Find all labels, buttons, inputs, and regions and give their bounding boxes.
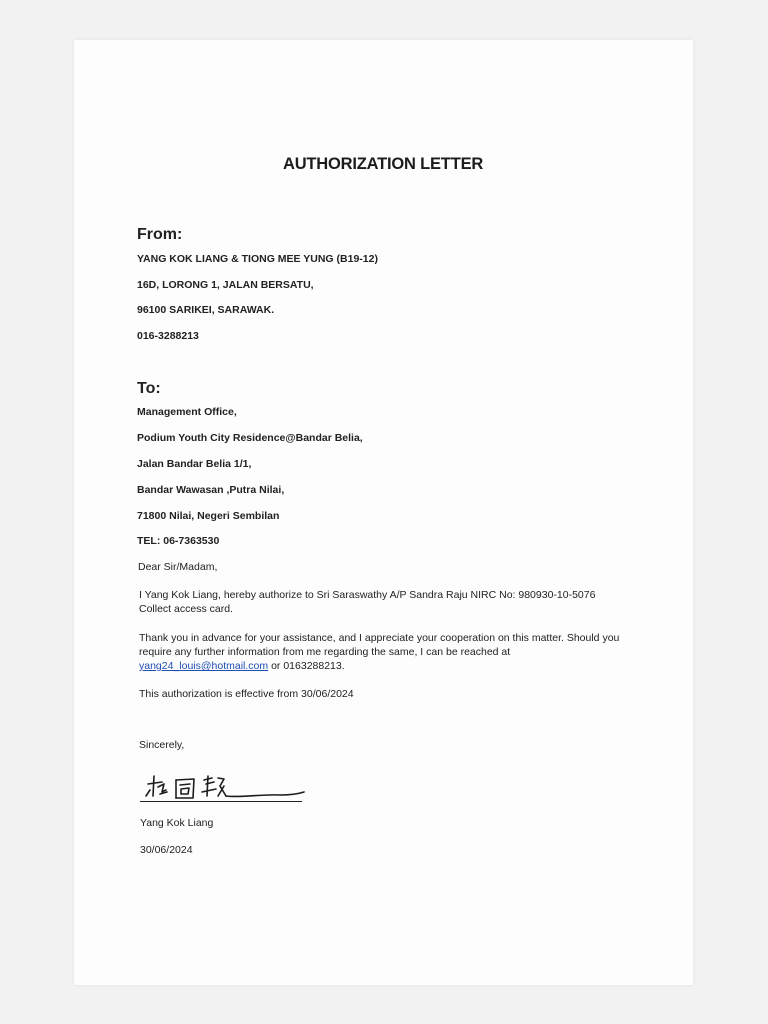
salutation: Dear Sir/Madam, — [138, 561, 218, 573]
from-label: From: — [137, 226, 183, 243]
to-tel: TEL: 06-7363530 — [137, 535, 220, 547]
handwritten-signature — [140, 770, 310, 808]
closing: Sincerely, — [139, 739, 185, 751]
from-phone: 016-3288213 — [137, 330, 199, 342]
letter-title: AUTHORIZATION LETTER — [283, 155, 484, 173]
body-paragraph-2 — [139, 631, 634, 673]
body-paragraph-2-text: Thank you in advance for your assistance, and I appreciate your cooperation on this matter. Should you require any further information from me regarding the same, I can be reached at — [139, 632, 620, 658]
to-line3: Jalan Bandar Belia 1/1, — [137, 458, 252, 470]
to-line1: Management Office, — [137, 406, 237, 418]
signature-line — [140, 801, 302, 802]
body-paragraph-3: This authorization is effective from 30/06/2024 — [139, 688, 354, 700]
signature-date: 30/06/2024 — [140, 844, 193, 856]
signature-name: Yang Kok Liang — [140, 817, 214, 829]
body-paragraph-2-end: or 0163288213. — [271, 660, 345, 672]
email-link[interactable]: yang24_louis@hotmail.com — [139, 660, 269, 672]
to-line4: Bandar Wawasan ,Putra Nilai, — [137, 484, 285, 496]
from-names: YANG KOK LIANG & TIONG MEE YUNG (B19-12) — [137, 253, 378, 265]
to-line2: Podium Youth City Residence@Bandar Belia, — [137, 432, 363, 444]
from-address-line2: 96100 SARIKEI, SARAWAK. — [137, 304, 275, 316]
body-paragraph-1: I Yang Kok Liang, hereby authorize to Sri Saraswathy A/P Sandra Raju NIRC No: 980930-10-5076 Collect access card. — [139, 589, 596, 615]
from-address-line1: 16D, LORONG 1, JALAN BERSATU, — [137, 279, 314, 291]
to-label: To: — [137, 380, 161, 397]
to-line5: 71800 Nilai, Negeri Sembilan — [137, 510, 280, 522]
